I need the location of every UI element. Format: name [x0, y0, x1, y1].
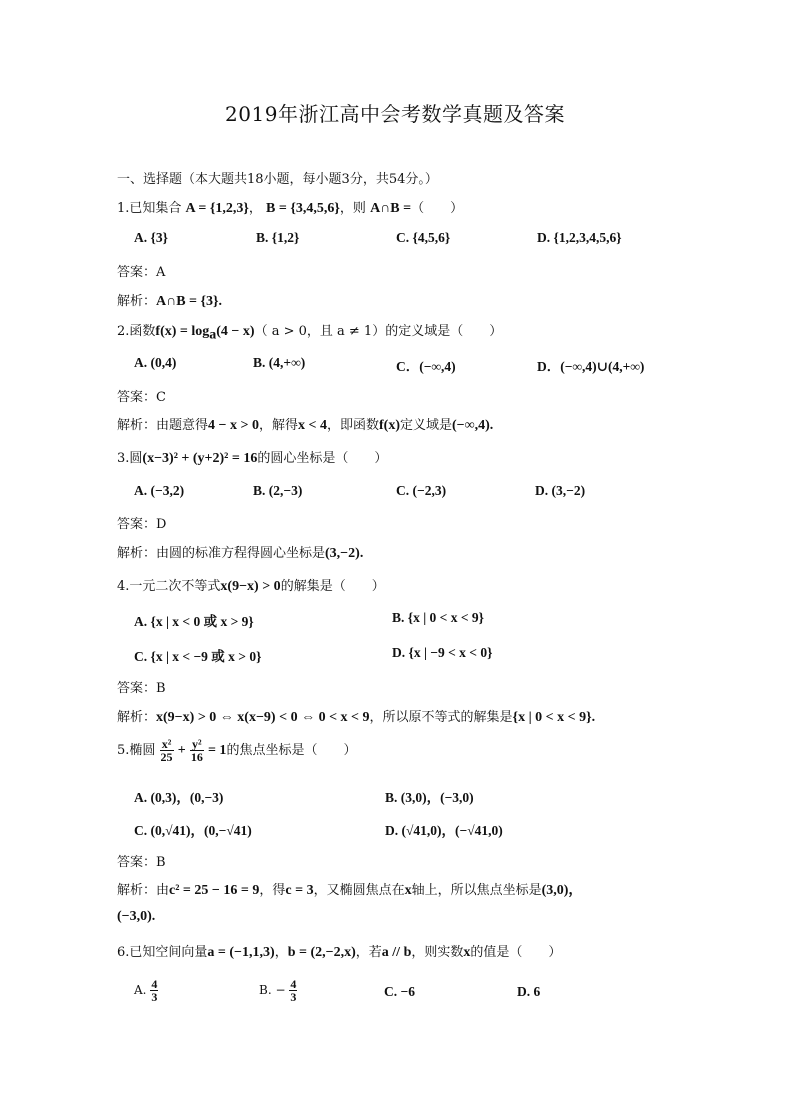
- q5-equals: = 1: [207, 743, 227, 758]
- q2-answer: 答案：C: [117, 390, 166, 405]
- q4-analysis: [117, 706, 595, 726]
- q5-fraction-x: $\frac{\text{x²}}{25}$: [160, 737, 173, 764]
- section-heading: 一、选择题（本大题共18小题，每小题3分，共54分。）: [117, 172, 438, 187]
- q5-answer: 答案：B: [117, 855, 166, 870]
- q2-analysis-domain: (−∞,4).: [452, 418, 494, 433]
- q6-variable: x: [463, 945, 471, 960]
- q3-analysis: [117, 542, 363, 562]
- q2-analysis: [117, 414, 493, 434]
- q2-analysis-fx: f(x): [379, 418, 400, 433]
- question-3: [117, 447, 387, 467]
- q6-option-b: [259, 978, 297, 1003]
- q6-option-a: [134, 978, 158, 1003]
- q5-analysis-focus-2: (−3,0).: [117, 909, 156, 924]
- q4-option-a: A. {x | x < 0 或 x > 9}: [134, 614, 254, 629]
- q1-set-a: A = {1,2,3}: [185, 201, 249, 216]
- q5-analysis-text-2: ，又椭圆焦点在: [313, 883, 405, 898]
- q4-stem-b: 的解集是（ ）: [280, 579, 385, 594]
- q3-stem: 3.圆: [117, 451, 143, 466]
- q3-option-d: D. (3,−2): [535, 483, 586, 498]
- question-5: [117, 738, 356, 763]
- q5-option-c: C. (0,√41)，(0,−√41): [134, 823, 252, 838]
- q5-stem: 5.椭圆: [117, 743, 156, 758]
- q6-stem-b: ，若: [355, 945, 382, 960]
- q3-analysis-text: 解析：由圆的标准方程得圆心坐标是: [117, 546, 326, 561]
- q1-option-a: A. {3}: [134, 230, 168, 245]
- q4-option-c: C. {x | x < −9 或 x > 0}: [134, 649, 262, 664]
- q2-option-d: D．(−∞,4)∪(4,+∞): [537, 359, 645, 374]
- q1-option-c: C. {4,5,6}: [396, 230, 451, 245]
- q6-separator: ，: [274, 945, 288, 960]
- question-6: [117, 941, 561, 961]
- q4-analysis-chain: x(9−x) > 0 ⇔ x(x−9) < 0 ⇔ 0 < x < 9: [156, 710, 370, 725]
- q5-stem-b: 的焦点坐标是（ ）: [226, 743, 357, 758]
- q6-option-c: C. −6: [384, 984, 415, 999]
- q1-blank: （ ）: [411, 201, 464, 216]
- q4-option-b: B. {x | 0 < x < 9}: [392, 610, 485, 625]
- q5-fraction-y: $\frac{\text{y²}}{16}$: [190, 737, 203, 764]
- q5-option-b: B. (3,0)，(−3,0): [385, 790, 474, 805]
- q4-analysis-text: ，所以原不等式的解集是: [369, 710, 513, 725]
- q2-option-c: C．(−∞,4): [396, 359, 456, 374]
- q3-option-a: A. (−3,2): [134, 483, 185, 498]
- q1-answer: 答案：A: [117, 265, 166, 280]
- q1-stem: 1.已知集合: [117, 201, 182, 216]
- q5-analysis-label: 解析：由: [117, 883, 170, 898]
- q5-analysis-axis: x: [404, 883, 412, 898]
- q2-stem: 2.函数: [117, 324, 156, 339]
- q1-expression: A∩B =: [370, 201, 412, 216]
- q6-vector-b: b = (2,−2,x): [287, 945, 356, 960]
- q6-stem-c: ，则实数: [411, 945, 464, 960]
- q5-analysis-text: ，得: [259, 883, 286, 898]
- q5-option-a: A. (0,3)，(0,−3): [134, 790, 224, 805]
- question-2: [117, 320, 502, 344]
- q3-analysis-center: (3,−2).: [325, 546, 364, 561]
- q2-analysis-ineq: 4 − x > 0: [208, 418, 259, 433]
- q1-analysis-expr: A∩B = {3}.: [156, 294, 223, 309]
- q5-plus: +: [177, 743, 186, 758]
- q3-stem-b: 的圆心坐标是（ ）: [257, 451, 388, 466]
- q5-analysis-continued: [117, 909, 155, 925]
- q1-analysis-label: 解析：: [117, 294, 157, 309]
- q2-log-base: a: [209, 327, 217, 343]
- q4-answer: 答案：B: [117, 681, 166, 696]
- q6-option-b-label: B. −: [259, 983, 286, 997]
- q2-option-b: B. (4,+∞): [253, 355, 306, 370]
- q3-answer: 答案：D: [117, 517, 167, 532]
- q5-analysis-text-3: 轴上，所以焦点坐标是: [411, 883, 542, 898]
- q2-function-arg: (4 − x): [216, 324, 255, 339]
- q6-stem-d: 的值是（ ）: [470, 945, 562, 960]
- page-title: 2019年浙江高中会考数学真题及答案: [225, 102, 565, 126]
- q6-vector-a: a = (−1,1,3): [207, 945, 275, 960]
- question-4: [117, 575, 385, 595]
- q4-analysis-set: {x | 0 < x < 9}.: [512, 710, 596, 725]
- q5-analysis-c2: c² = 25 − 16 = 9: [169, 883, 260, 898]
- q2-analysis-solution: x < 4: [298, 418, 327, 433]
- q1-set-b: B = {3,4,5,6}: [266, 201, 340, 216]
- q1-option-d: D. {1,2,3,4,5,6}: [537, 230, 622, 245]
- q4-stem: 4.一元二次不等式: [117, 579, 221, 594]
- q2-analysis-text: 解析：由题意得: [117, 418, 209, 433]
- q6-option-d: D. 6: [517, 984, 541, 999]
- q6-stem: 6.已知空间向量: [117, 945, 208, 960]
- q2-option-a: A. (0,4): [134, 355, 177, 370]
- q5-option-d: D. (√41,0)，(−√41,0): [385, 823, 503, 838]
- q5-analysis-focus-1: (3,0)，: [541, 883, 583, 898]
- q2-analysis-text-4: 定义域是: [400, 418, 453, 433]
- q2-function: f(x) = log: [155, 324, 210, 339]
- q4-option-d: D. {x | −9 < x < 0}: [392, 645, 493, 660]
- q4-inequality: x(9−x) > 0: [220, 579, 281, 594]
- q4-analysis-label: 解析：: [117, 710, 157, 725]
- q6-parallel: a // b: [381, 945, 412, 960]
- q6-option-a-fraction: $\frac{4}{3}$: [151, 977, 158, 1004]
- q5-analysis: [117, 879, 582, 899]
- q3-option-b: B. (2,−3): [253, 483, 303, 498]
- q5-analysis-c: c = 3: [285, 883, 314, 898]
- q2-analysis-text-3: ，即函数: [326, 418, 379, 433]
- q1-stem-b: ，则: [339, 201, 366, 216]
- q1-option-b: B. {1,2}: [256, 230, 300, 245]
- q2-analysis-text-2: ，解得: [258, 418, 298, 433]
- q3-option-c: C. (−2,3): [396, 483, 447, 498]
- q2-condition: （ a > 0，且 a ≠ 1）的定义域是（ ）: [254, 324, 503, 339]
- question-1: 1.已知集合 A = {1,2,3}， B = {3,4,5,6}，则 A∩B =（ ）: [117, 201, 464, 216]
- q3-equation: (x−3)² + (y+2)² = 16: [142, 451, 258, 466]
- q1-analysis: [117, 290, 222, 310]
- q6-option-a-label: A.: [134, 983, 147, 997]
- q6-option-b-fraction: $\frac{4}{3}$: [290, 977, 297, 1004]
